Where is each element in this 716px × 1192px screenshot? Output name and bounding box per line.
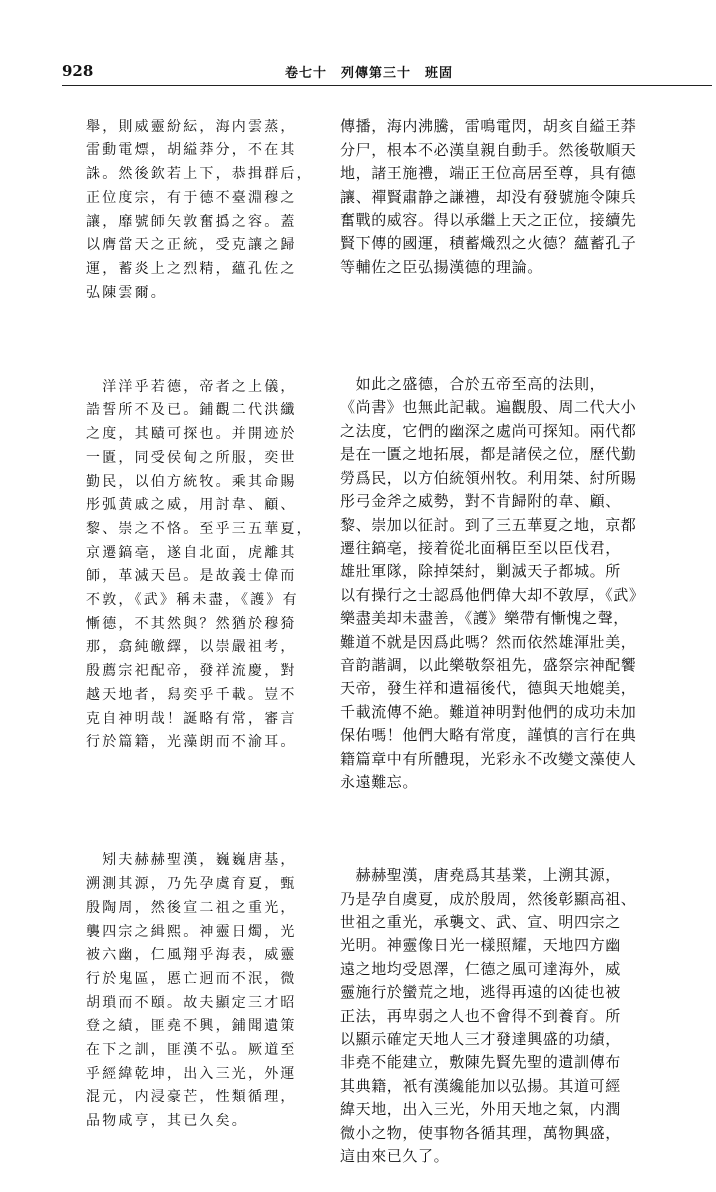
translation-paragraph-2: 如此之盛德，合於五帝至高的法則， 《尚書》也無此記載。遍觀殷、周二代大小 之法度，它們的幽深之處尚可探知。兩代都 是在一匱之地拓展，都是諸侯之位，歷代勤 勞爲民，以方伯統領州牧。利用桀、紂所賜 彤弓金斧之威勢，對不肯歸附的韋、顧、 黎、崇加以征討。到了三五華夏之地，京都 遷往鎬亳，接着從北面稱臣至以臣伐君， 雄壯軍隊，除掉桀紂，剿滅天子都城。所 以有操行之士認爲他們偉大却不敦厚，《武》 樂盡美却未盡善，《護》樂帶有慚愧之聲， 難道不就是因爲此嗎？然而依然雄渾壯美， 音韵諧調，以此樂敬祭祖先，盛祭宗神配饗 天帝，發生祥和遺福後代，德與天地媲美， 千載流傳不絶。難道神明對他們的成功未加 保佑嗎！他們大略有常度，謹慎的言行在典 籍篇章中有所體現，光彩永不改變文藻使人 永遠難忘。 (340, 375, 645, 791)
page-number: 928 (62, 62, 94, 80)
running-head: 卷七十 列傳第三十 班固 (285, 66, 454, 81)
original-paragraph-2: 洋洋乎若德，帝者之上儀， 誥誓所不及已。鋪觀二代洪纖 之度，其賾可探也。并開迹於 一匱，同受侯甸之所服，奕世 勤民，以伯方統牧。乘其命賜 彤弧黄戚之威，用討韋、顧、 黎、崇之不恪。至乎三五華夏， 京遷鎬亳，遂自北面，虎離其 師，革滅天邑。是故義士偉而 不敦，《武》稱未盡，《護》有 慚德，不其然與？然猶於穆猗 那，翕純皦繹，以崇嚴祖考， 殷薦宗祀配帝，發祥流慶，對 越天地者，舄奕乎千載。豈不 克自神明哉！誕略有常，審言 行於篇籍，光藻朗而不渝耳。 (86, 378, 313, 751)
translation-paragraph-3: 赫赫聖漢，唐堯爲其基業，上溯其源， 乃是孕自虞夏，成於殷周，然後彰顯高祖、 世祖之重光，承襲文、武、宣、明四宗之 光明。神靈像日光一樣照耀，天地四方幽 遠之地均受恩澤，仁德之風可達海外，威 靈施行於蠻荒之地，逃得再遠的凶徒也被 正法，再卑弱之人也不會得不到養育。所 以顯示確定天地人三才發達興盛的功績， 非堯不能建立，敷陳先賢先聖的遺訓傳布 其典籍，衹有漢纔能加以弘揚。其道可經 緯天地，出入三光，外用天地之氣，内潤 微小之物，使事物各循其理，萬物興盛， 這由來已久了。 (340, 866, 637, 1166)
original-text-column (86, 92, 324, 1158)
translation-column (340, 92, 690, 1192)
original-paragraph-3: 矧夫赫赫聖漢，巍巍唐基， 溯測其源，乃先孕虞育夏，甄 殷陶周，然後宣二祖之重光， 襲四宗之緝熙。神靈日燭，光 被六幽，仁風翔乎海表，威靈 行於鬼區，慝亡迥而不泯，微 胡瑣而不頤。故夫顯定三才昭 登之績，匪堯不興，鋪聞遺策 在下之訓，匪漢不弘。厥道至 乎經緯乾坤，出入三光，外運 混元，内浸豪芒，性類循理， 品物咸亨，其已久矣。 (86, 852, 297, 1130)
header-rule (62, 85, 712, 86)
original-paragraph-1: 舉，則威靈紛紜，海内雲蒸， 雷動電熛，胡縊莽分，不在其 誅。然後欽若上下，恭揖群后， 正位度宗，有于德不臺淵穆之 讓，靡號師矢敦奮撝之容。蓋 以膺當天之正統，受克讓之歸 運，蓄炎上之烈精，蘊孔佐之 弘陳雲爾。 (86, 118, 313, 301)
page-header (0, 0, 716, 90)
translation-paragraph-1: 傳播，海内沸騰，雷鳴電閃，胡亥自縊王莽 分尸，根本不必漢皇親自動手。然後敬順天 地，諸王施禮，端正王位高居至尊，具有德 讓、禪賢肅静之謙禮，却没有發號施令陳兵 奮戰的威容。得以承繼上天之正位，接續先 賢下傳的國運，積蓄熾烈之火德？蘊蓄孔子 等輔佐之臣弘揚漢德的理論。 (340, 117, 637, 276)
